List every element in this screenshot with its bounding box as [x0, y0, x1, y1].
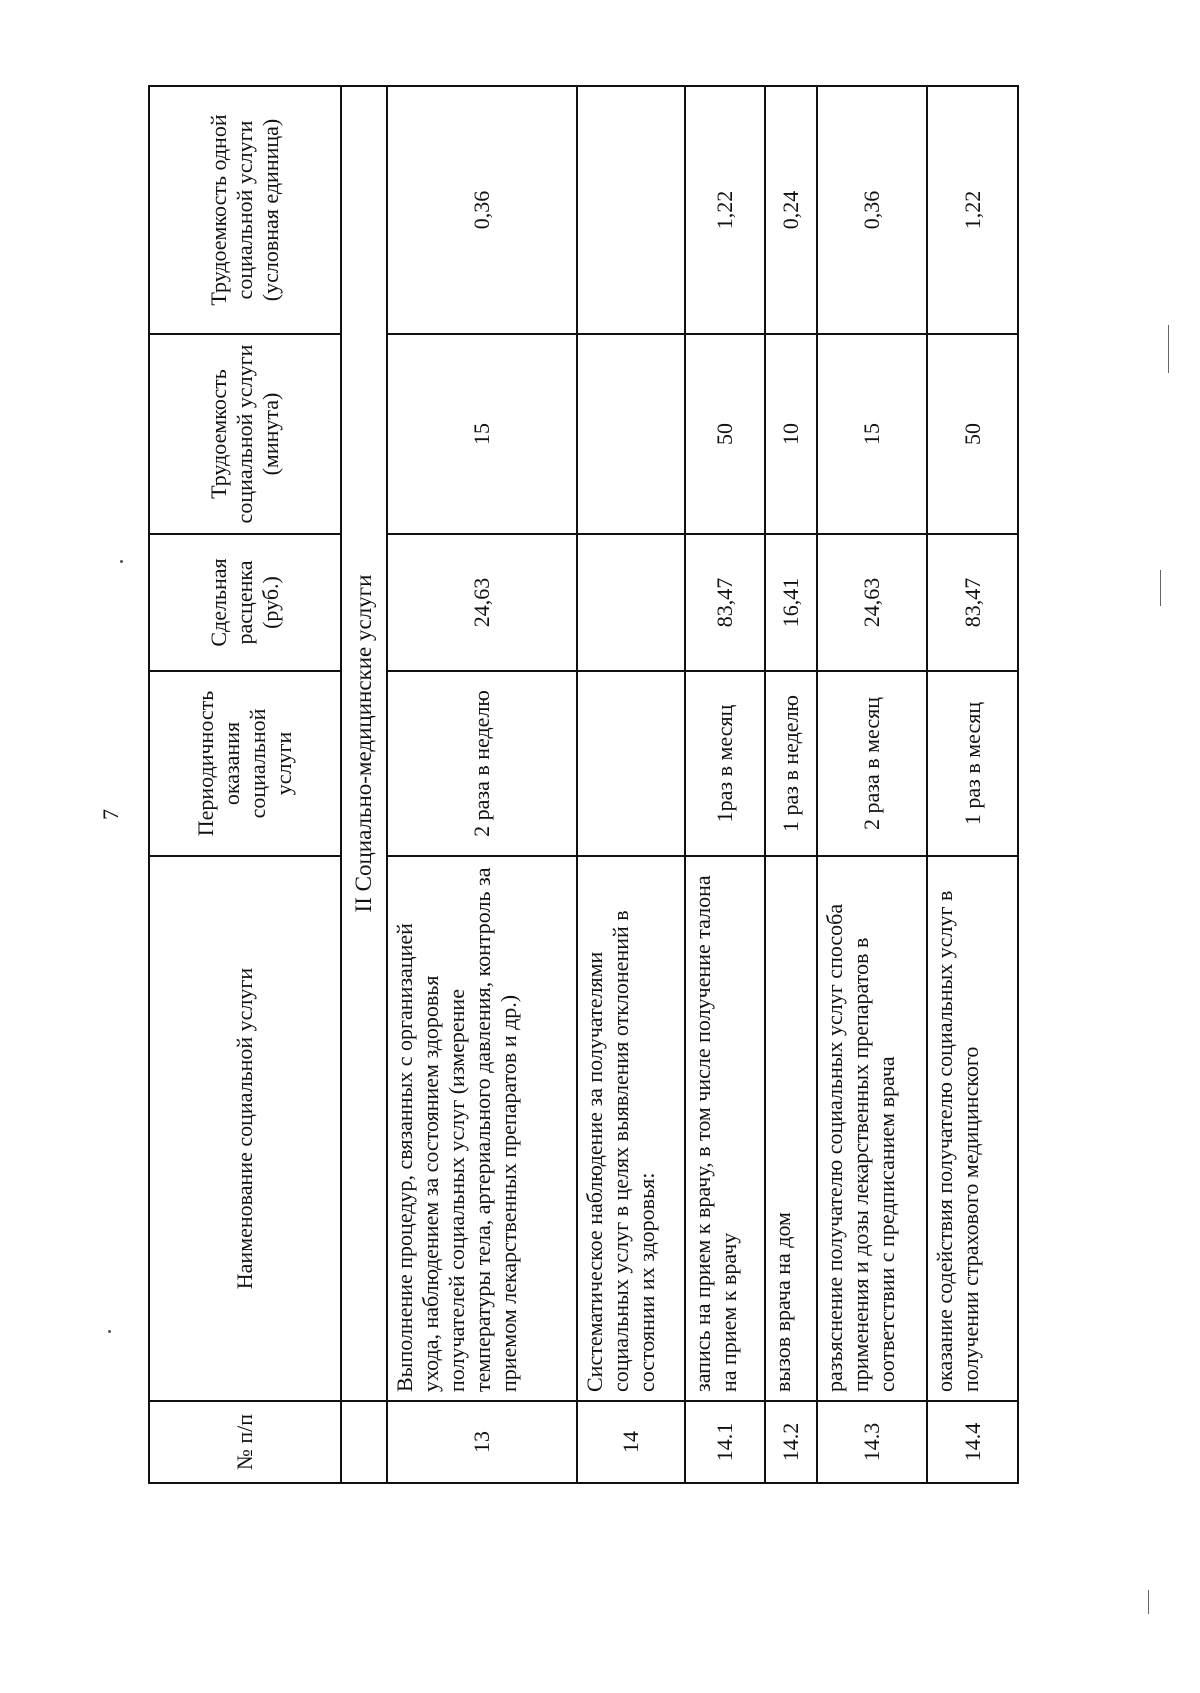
- row-rate: 83,47: [685, 534, 765, 671]
- section-row: [341, 86, 387, 1483]
- row-name: разъяснение получателю социальных услуг способа применения и дозы лекарственных препаратов в соответствии с предписанием врача: [817, 856, 927, 1401]
- row-units: 0,36: [817, 86, 927, 334]
- row-periodicity: 1раз в месяц: [685, 671, 765, 856]
- row-units: [577, 86, 685, 334]
- row-minutes: 15: [817, 334, 927, 534]
- row-name: оказание содействия получателю социальных услуг в получении страхового медицинского: [927, 856, 1018, 1401]
- row-periodicity: 1 раз в неделю: [765, 671, 817, 856]
- row-rate: 24,63: [817, 534, 927, 671]
- table-row: [577, 86, 685, 1483]
- row-rate: [577, 534, 685, 671]
- row-num: 14.3: [817, 1401, 927, 1483]
- row-periodicity: 2 раза в месяц: [817, 671, 927, 856]
- header-rate: Сдельная расценка (руб.): [149, 534, 341, 671]
- table-row: [685, 86, 765, 1483]
- row-rate: 24,63: [387, 534, 577, 671]
- scan-speck: [108, 1330, 111, 1333]
- row-num: 13: [387, 1401, 577, 1483]
- row-name: вызов врача на дом: [765, 856, 817, 1401]
- row-minutes: [577, 334, 685, 534]
- row-units: 0,36: [387, 86, 577, 334]
- row-num: 14.2: [765, 1401, 817, 1483]
- row-units: 1,22: [685, 86, 765, 334]
- row-units: 0,24: [765, 86, 817, 334]
- row-units: 1,22: [927, 86, 1018, 334]
- row-name: Выполнение процедур, связанных с организацией ухода, наблюдением за состоянием здоровья получателей социальных услуг (измерение температуры тела, артериального давления, контроль за приемом лекарственных препаратов и др.): [387, 856, 577, 1401]
- scan-mark: [1148, 1590, 1149, 1614]
- row-num: 14.1: [685, 1401, 765, 1483]
- scan-speck: [120, 560, 123, 563]
- services-table: [148, 85, 1019, 1484]
- section-spacer: [341, 1401, 387, 1483]
- row-minutes: 10: [765, 334, 817, 534]
- row-minutes: 50: [927, 334, 1018, 534]
- row-name: запись на прием к врачу, в том числе получение талона на прием к врачу: [685, 856, 765, 1401]
- row-rate: 83,47: [927, 534, 1018, 671]
- table-row: [927, 86, 1018, 1483]
- header-minutes: Трудоемкость социальной услуги (минута): [149, 334, 341, 534]
- header-periodicity: Периодичность оказания социальной услуги: [149, 671, 341, 856]
- header-row: [149, 86, 341, 1483]
- row-periodicity: [577, 671, 685, 856]
- page-number: 7: [98, 809, 123, 820]
- section-title: II Социально-медицинские услуги: [341, 86, 387, 1401]
- row-periodicity: 2 раза в неделю: [387, 671, 577, 856]
- row-periodicity: 1 раз в месяц: [927, 671, 1018, 856]
- row-minutes: 50: [685, 334, 765, 534]
- row-rate: 16,41: [765, 534, 817, 671]
- table-row: [817, 86, 927, 1483]
- row-name: Систематическое наблюдение за получателями социальных услуг в целях выявления отклонений в состоянии их здоровья:: [577, 856, 685, 1401]
- scan-mark: [1160, 570, 1161, 606]
- rotated-table-container: [148, 87, 1017, 1484]
- row-num: 14.4: [927, 1401, 1018, 1483]
- row-num: 14: [577, 1401, 685, 1483]
- header-name: Наименование социальной услуги: [149, 856, 341, 1401]
- header-units: Трудоемкость одной социальной услуги (условная единица): [149, 86, 341, 334]
- table-row: [765, 86, 817, 1483]
- header-num: № п/п: [149, 1401, 341, 1483]
- table-row: [387, 86, 577, 1483]
- scan-mark: [1168, 325, 1169, 373]
- row-minutes: 15: [387, 334, 577, 534]
